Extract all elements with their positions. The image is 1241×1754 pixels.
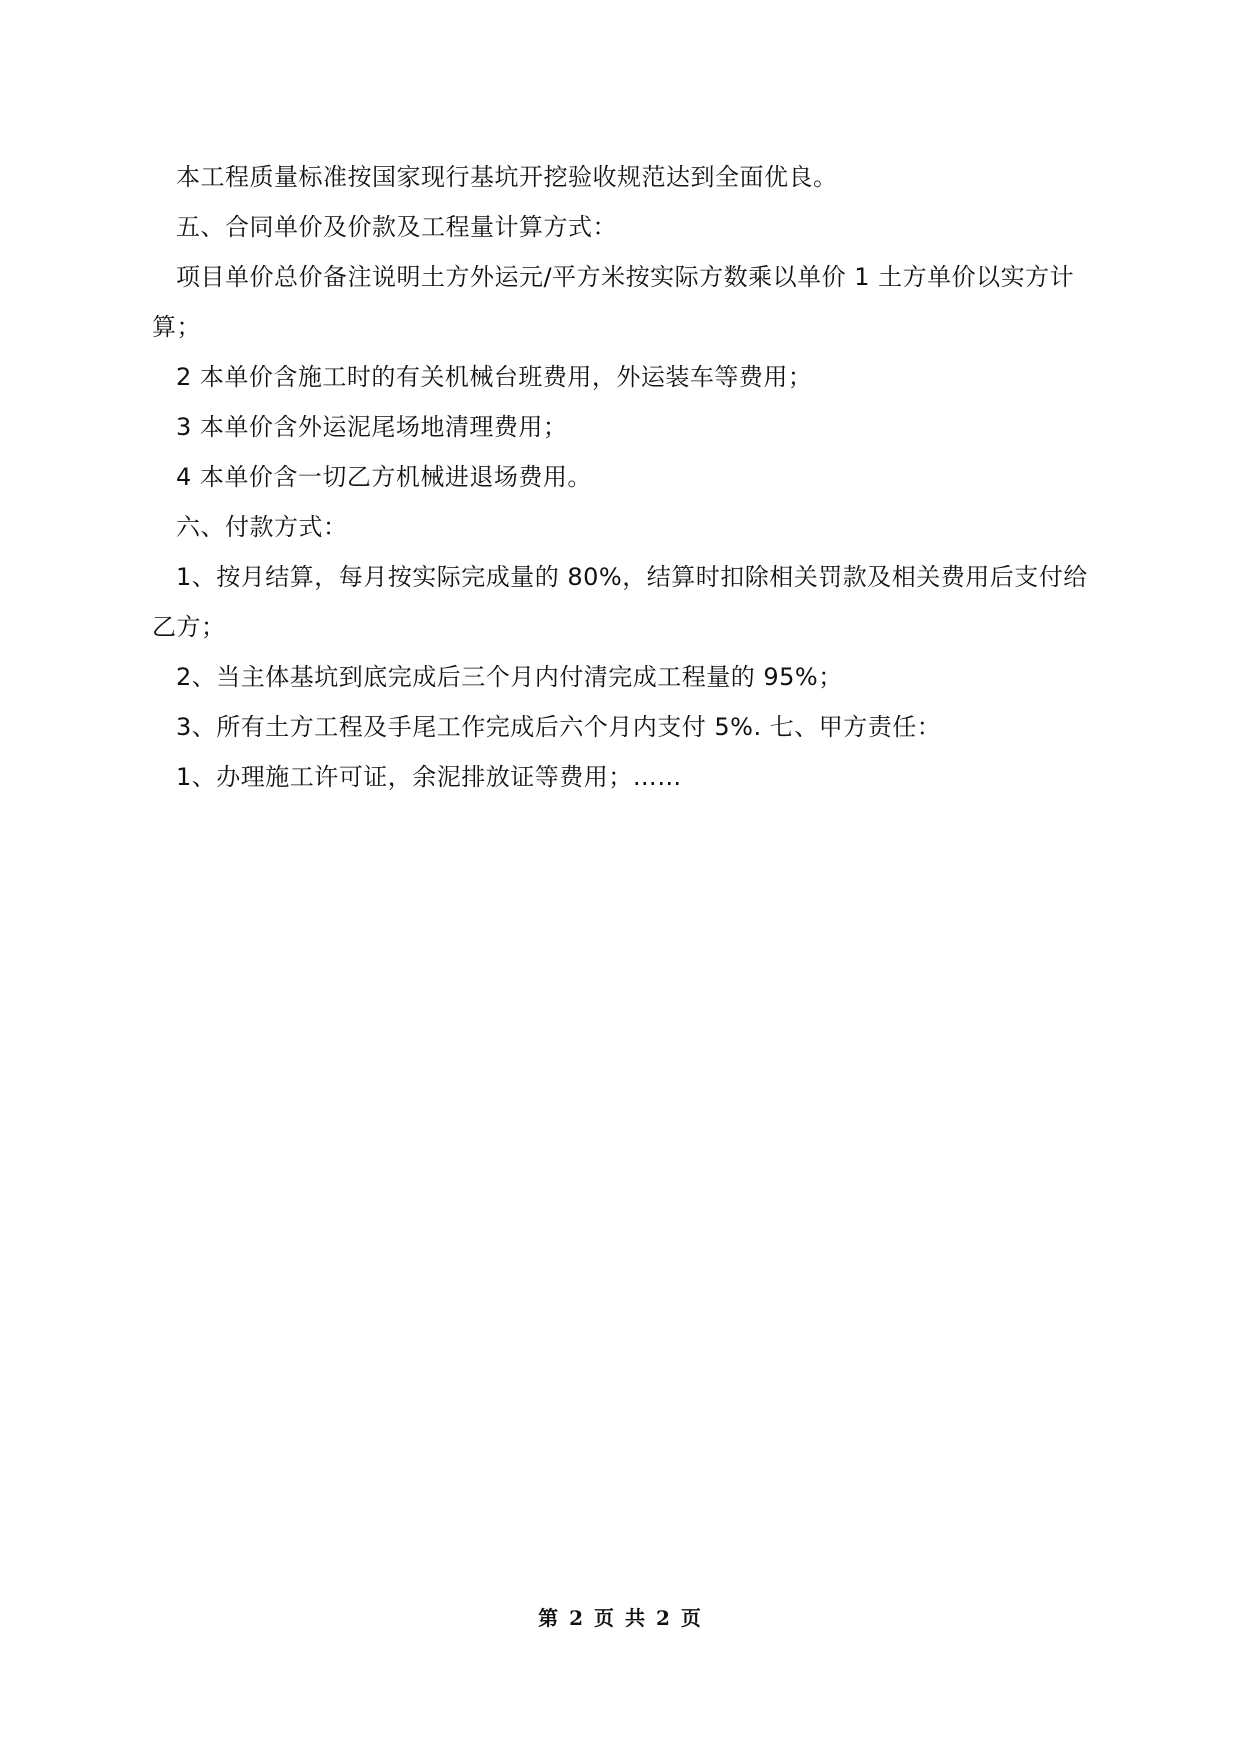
page-footer: 第 2 页 共 2 页 [538, 1606, 703, 1630]
paragraph-payment-item-3: 3、所有土方工程及手尾工作完成后六个月内支付 5%. 七、甲方责任： [176, 713, 942, 741]
paragraph-price-item-3: 3 本单价含外运泥尾场地清理费用； [176, 413, 568, 441]
paragraph-payment-item-1: 1、按月结算，每月按实际完成量的 80%，结算时扣除相关罚款及相关费用后支付给乙方； [152, 563, 1088, 641]
paragraph-quality-standard: 本工程质量标准按国家现行基坑开挖验收规范达到全面优良。 [176, 163, 838, 191]
paragraph-unit-price: 项目单价总价备注说明土方外运元/平方米按实际方数乘以单价 1 土方单价以实方计算； [152, 263, 1075, 341]
section-heading-payment: 六、付款方式： [176, 513, 348, 541]
document-body [152, 152, 1097, 802]
paragraph-price-item-4: 4 本单价含一切乙方机械进退场费用。 [176, 463, 592, 491]
paragraph-party-a-item-1: 1、办理施工许可证，余泥排放证等费用；…… [176, 763, 682, 791]
section-heading-pricing: 五、合同单价及价款及工程量计算方式： [176, 213, 617, 241]
paragraph-payment-item-2: 2、当主体基坑到底完成后三个月内付清完成工程量的 95%； [176, 663, 843, 691]
paragraph-price-item-2: 2 本单价含施工时的有关机械台班费用，外运装车等费用； [176, 363, 813, 391]
